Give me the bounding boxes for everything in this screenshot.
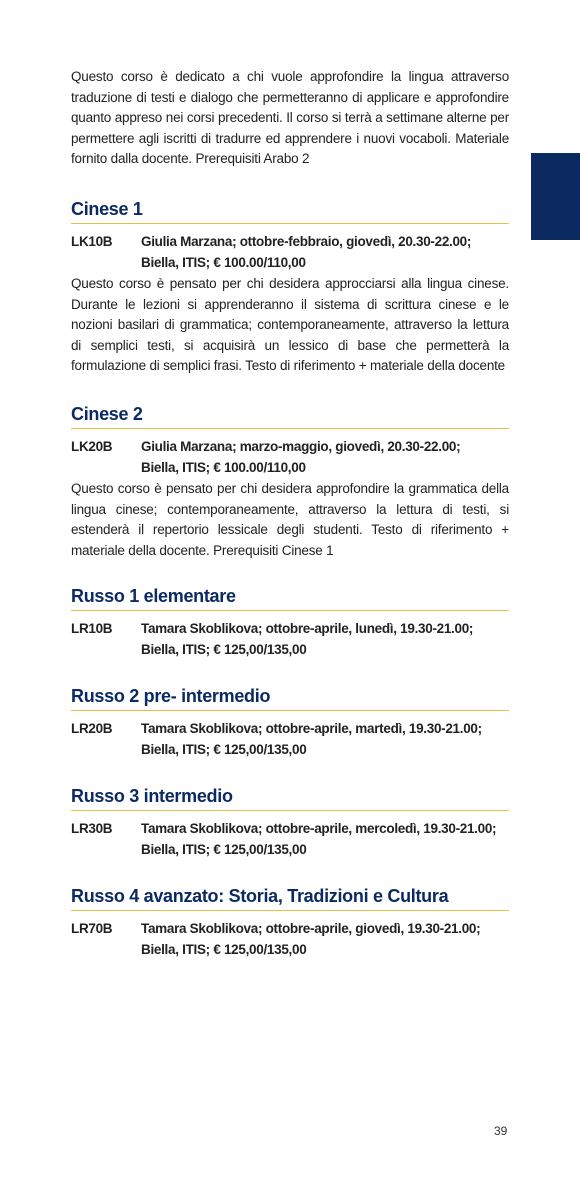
section-cinese-1: [71, 199, 509, 377]
section-cinese-2: [71, 404, 509, 561]
course-code: LR70B: [71, 921, 113, 937]
course-location-price: Biella, ITIS; € 125,00/135,00: [141, 842, 307, 858]
course-code: LK20B: [71, 438, 113, 454]
course-code: LK10B: [71, 233, 113, 249]
course-entry: [71, 436, 509, 478]
course-entry: [71, 918, 509, 960]
course-details: [141, 718, 509, 760]
intro-paragraph: Questo corso è dedicato a chi vuole approfondire la lingua attraverso traduzione di testi e dialogo che permetteranno di applicare e approfondire quanto appreso nei corsi precedenti. Il corso si terrà a settimane alterne per permettere agli iscritti di tradurre ed apprendere i nuovi vocaboli. Materiale fornito dalla docente. Prerequisiti Arabo 2: [71, 69, 509, 167]
section-title: Russo 3 intermedio: [71, 786, 509, 811]
section-russo-1: [71, 586, 509, 660]
course-teacher-schedule: Tamara Skoblikova; ottobre-aprile, martedì, 19.30-21.00;: [141, 721, 482, 737]
course-teacher-schedule: Tamara Skoblikova; ottobre-aprile, giovedì, 19.30-21.00;: [141, 921, 481, 937]
course-details: [141, 231, 509, 273]
section-russo-4: [71, 886, 509, 960]
course-teacher-schedule: Tamara Skoblikova; ottobre-aprile, mercoledì, 19.30-21.00;: [141, 821, 497, 837]
course-description: Questo corso è pensato per chi desidera approfondire la grammatica della lingua cinese; contemporaneamente, attraverso la lettura di testi, si estenderà il repertorio lessicale degli studenti. Testo di riferimento + materiale della docente. Prerequisiti Cinese 1: [71, 480, 509, 558]
chapter-tab: [531, 153, 580, 240]
section-russo-3: [71, 786, 509, 860]
course-entry: [71, 718, 509, 760]
course-code: LR30B: [71, 821, 113, 837]
course-teacher-schedule: Giulia Marzana; marzo-maggio, giovedì, 20.30-22.00;: [141, 438, 461, 454]
course-entry: [71, 231, 509, 273]
course-details: [141, 918, 509, 960]
course-location-price: Biella, ITIS; € 125,00/135,00: [141, 642, 307, 658]
course-entry: [71, 618, 509, 660]
course-description: Questo corso è pensato per chi desidera approcciarsi alla lingua cinese. Durante le lezioni si apprenderanno il sistema di scrittura cinese e le nozioni basilari di grammatica; contemporaneamente, attraverso la lettura di semplici testi, si acquisirà un lessico di base che permetterà la formulazione di semplici frasi. Testo di riferimento + materiale della docente: [71, 275, 509, 374]
course-location-price: Biella, ITIS; € 100.00/110,00: [141, 254, 306, 270]
section-russo-2: [71, 686, 509, 760]
section-title: Cinese 2: [71, 404, 509, 429]
course-entry: [71, 818, 509, 860]
section-title: Cinese 1: [71, 199, 509, 224]
course-location-price: Biella, ITIS; € 125,00/135,00: [141, 942, 307, 958]
section-title: Russo 2 pre- intermedio: [71, 686, 509, 711]
course-teacher-schedule: Giulia Marzana; ottobre-febbraio, giovedì, 20.30-22.00;: [141, 233, 472, 249]
course-details: [141, 618, 509, 660]
section-title: Russo 4 avanzato: Storia, Tradizioni e Cultura: [71, 886, 509, 911]
course-location-price: Biella, ITIS; € 100.00/110,00: [141, 459, 306, 475]
course-teacher-schedule: Tamara Skoblikova; ottobre-aprile, lunedì, 19.30-21.00;: [141, 621, 474, 637]
course-location-price: Biella, ITIS; € 125,00/135,00: [141, 742, 307, 758]
course-code: LR20B: [71, 721, 113, 737]
section-title: Russo 1 elementare: [71, 586, 509, 611]
course-code: LR10B: [71, 621, 113, 637]
course-details: [141, 818, 509, 860]
course-details: [141, 436, 509, 478]
page-number: 39: [494, 1124, 508, 1138]
page-content: [71, 67, 509, 960]
